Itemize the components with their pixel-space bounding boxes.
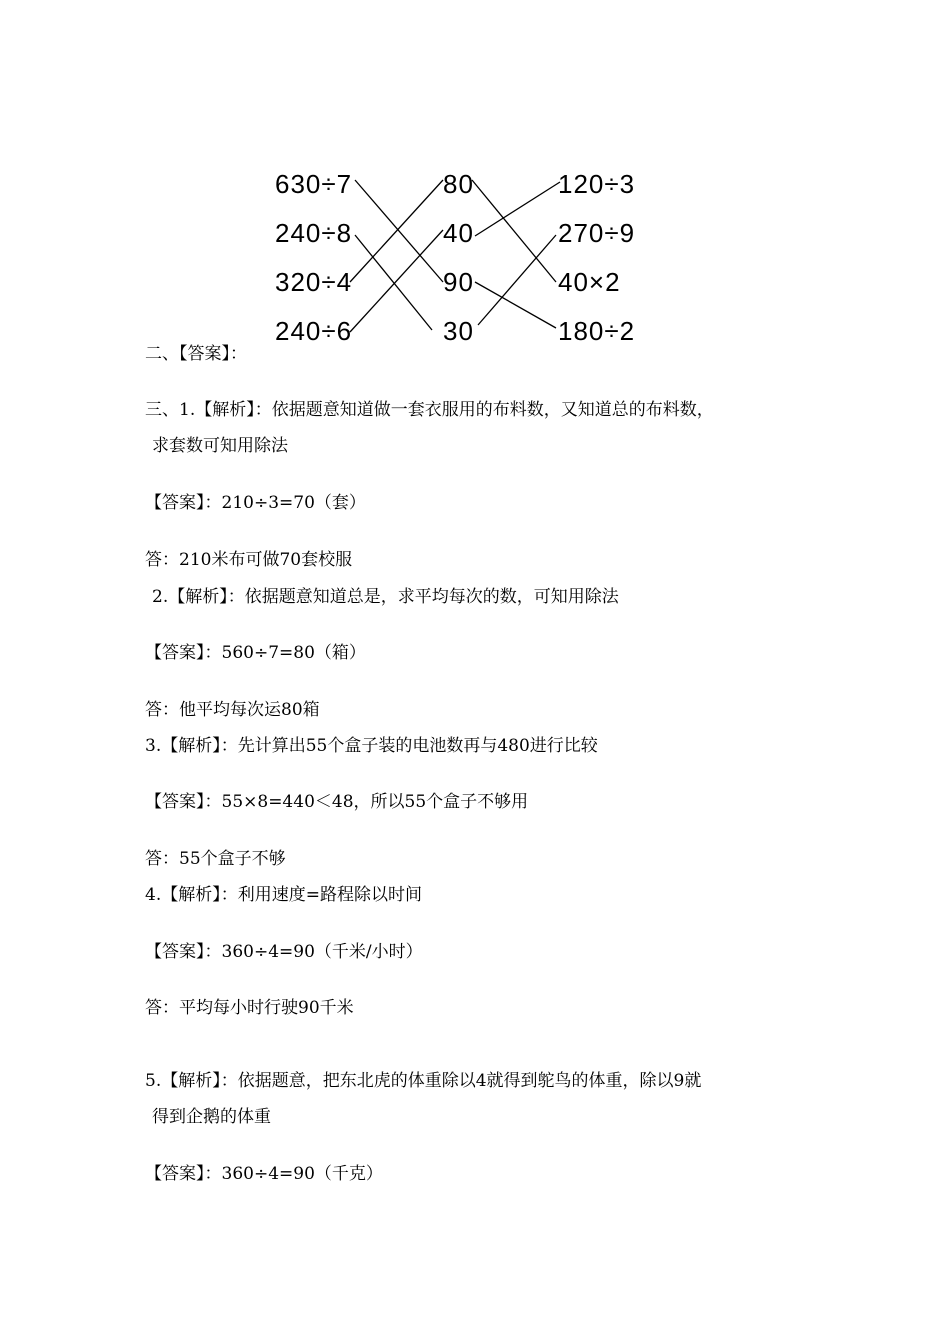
q3-answer: 【答案】：55×8=440＜48，所以55个盒子不够用 [145,792,529,812]
col3-item-2: 270÷9 [558,218,636,248]
col1-item-4: 240÷6 [275,316,353,346]
col3-item-3: 40×2 [558,267,621,297]
q3-analysis: 3.【解析】：先计算出55个盒子装的电池数再与480进行比较 [145,736,598,756]
q2-analysis: 2.【解析】：依据题意知道总是，求平均每次的数，可知用除法 [152,587,619,607]
link-40-120 [475,182,560,236]
q2-reply: 答：他平均每次运80箱 [145,700,320,720]
col1-item-1: 630÷7 [275,169,353,199]
q5-analysis: 5.【解析】：依据题意，把东北虎的体重除以4就得到鸵鸟的体重，除以9就 [145,1071,702,1091]
col2-item-1: 80 [443,169,474,199]
section-two-answer: 二、【答案】： [145,344,247,364]
link-240a-30 [355,235,432,330]
col1-item-3: 320÷4 [275,267,353,297]
col2-item-3: 90 [443,267,474,297]
matching-diagram [260,160,660,350]
q4-answer: 【答案】：360÷4=90（千米/小时） [145,942,423,962]
col2-item-4: 30 [443,316,474,346]
q1-analysis: 三、1.【解析】：依据题意知道做一套衣服用的布料数，又知道总的布料数， [145,400,714,420]
col2-item-2: 40 [443,218,474,248]
q4-analysis: 4.【解析】：利用速度=路程除以时间 [145,885,422,905]
col1-item-2: 240÷8 [275,218,353,248]
q1-reply: 答：210米布可做70套校服 [145,550,353,570]
q2-answer: 【答案】：560÷7=80（箱） [145,643,366,663]
q5-answer: 【答案】：360÷4=90（千克） [145,1164,383,1184]
q4-reply: 答：平均每小时行驶90千米 [145,998,354,1018]
link-90-180 [475,282,556,328]
link-80-40x2 [472,180,556,282]
q1-answer: 【答案】：210÷3=70（套） [145,493,366,513]
q1-analysis-cont: 求套数可知用除法 [152,436,288,456]
q5-analysis-cont: 得到企鹅的体重 [152,1107,271,1127]
q3-reply: 答：55个盒子不够 [145,849,286,869]
col3-item-1: 120÷3 [558,169,636,199]
link-30-270 [478,235,556,325]
col3-item-4: 180÷2 [558,316,636,346]
